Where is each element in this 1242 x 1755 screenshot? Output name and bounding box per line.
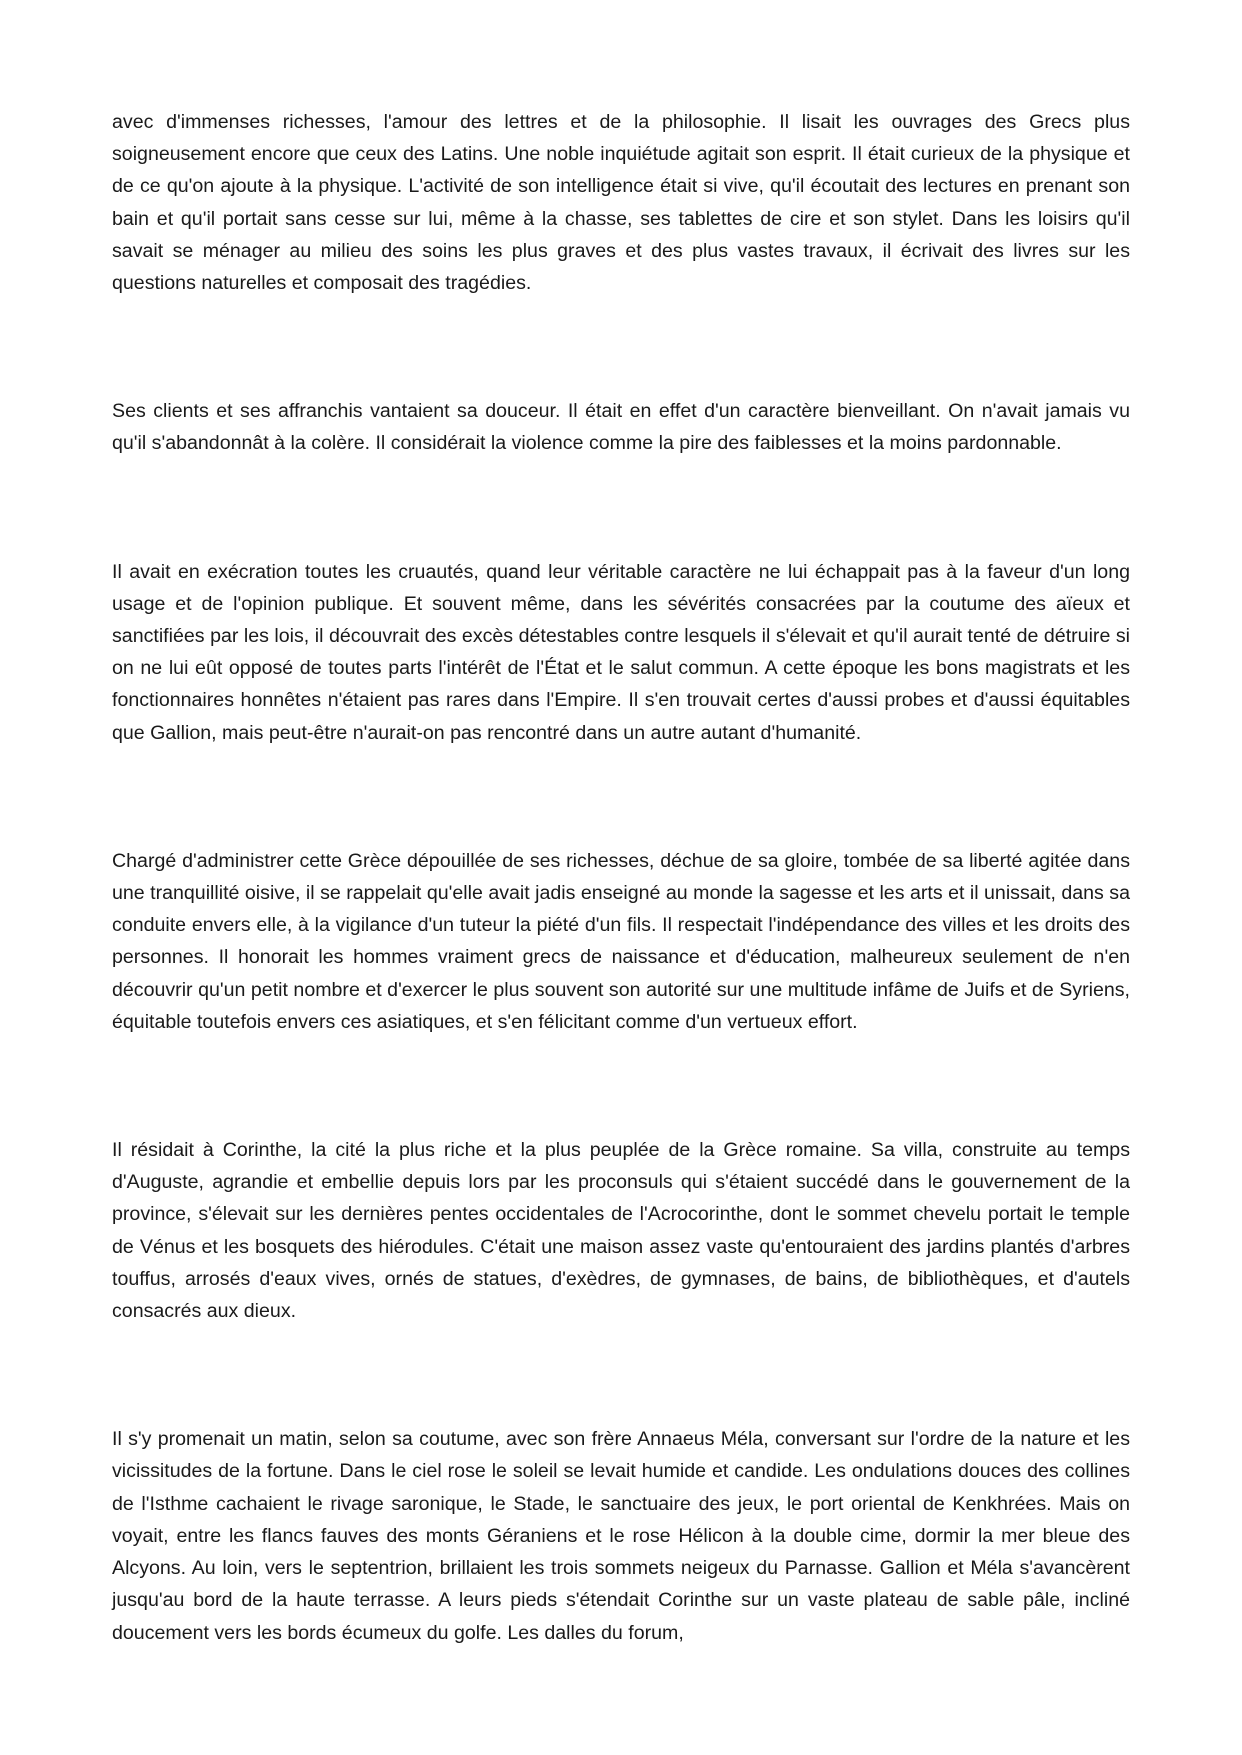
paragraph-3: Il avait en exécration toutes les cruautés, quand leur véritable caractère ne lui échappait pas à la faveur d'un long usage et de l'opinion publique. Et souvent même, dans les sévérités consacrées par la coutume des aïeux et sanctifiées par les lois, il découvrait des excès détestables contre lesquels il s'élevait et qu'il aurait tenté de détruire si on ne lui eût opposé de toutes parts l'intérêt de l'État et le salut commun. A cette époque les bons magistrats et les fonctionnaires honnêtes n'étaient pas rares dans l'Empire. Il s'en trouvait certes d'aussi probes et d'aussi équitables que Gallion, mais peut-être n'aurait-on pas rencontré dans un autre autant d'humanité. [112, 560, 1130, 744]
paragraph-4: Chargé d'administrer cette Grèce dépouillée de ses richesses, déchue de sa gloire, tombée de sa liberté agitée dans une tranquillité oisive, il se rappelait qu'elle avait jadis enseigné au monde la sagesse et les arts et il unissait, dans sa conduite envers elle, à la vigilance d'un tuteur la piété d'un fils. Il respectait l'indépendance des villes et les droits des personnes. Il honorait les hommes vraiment grecs de naissance et d'éducation, malheureux seulement de n'en découvrir qu'un petit nombre et d'exercer le plus souvent son autorité sur une multitude infâme de Juifs et de Syriens, équitable toutefois envers ces asiatiques, et s'en félicitant comme d'un vertueux effort. [112, 849, 1130, 1033]
paragraph-2: Ses clients et ses affranchis vantaient sa douceur. Il était en effet d'un caractère bienveillant. On n'avait jamais vu qu'il s'abandonnât à la colère. Il considérait la violence comme la pire des faiblesses et la moins pardonnable. [112, 400, 1130, 455]
paragraph-6: Il s'y promenait un matin, selon sa coutume, avec son frère Annaeus Méla, conversant sur l'ordre de la nature et les vicissitudes de la fortune. Dans le ciel rose le soleil se levait humide et candide. Les ondulations douces des collines de l'Isthme cachaient le rivage saronique, le Stade, le sanctuaire des jeux, le port oriental de Kenkhrées. Mais on voyait, entre les flancs fauves des monts Géraniens et le rose Hélicon à la double cime, dormir la mer bleue des Alcyons. Au loin, vers le septentrion, brillaient les trois sommets neigeux du Parnasse. Gallion et Méla s'avancèrent jusqu'au bord de la haute terrasse. A leurs pieds s'étendait Corinthe sur un vaste plateau de sable pâle, incliné doucement vers les bords écumeux du golfe. Les dalles du forum, [112, 1428, 1130, 1644]
document-page [112, 106, 1130, 1649]
paragraph-5: Il résidait à Corinthe, la cité la plus riche et la plus peuplée de la Grèce romaine. Sa villa, construite au temps d'Auguste, agrandie et embellie depuis lors par les proconsuls qui s'étaient succédé dans le gouvernement de la province, s'élevait sur les dernières pentes occidentales de l'Acrocorinthe, dont le sommet chevelu portait le temple de Vénus et les bosquets des hiérodules. C'était une maison assez vaste qu'entouraient des jardins plantés d'arbres touffus, arrosés d'eaux vives, ornés de statues, d'exèdres, de gymnases, de bains, de bibliothèques, et d'autels consacrés aux dieux. [112, 1139, 1130, 1323]
paragraph-1: avec d'immenses richesses, l'amour des lettres et de la philosophie. Il lisait les ouvrages des Grecs plus soigneusement encore que ceux des Latins. Une noble inquiétude agitait son esprit. Il était curieux de la physique et de ce qu'on ajoute à la physique. L'activité de son intelligence était si vive, qu'il écoutait des lectures en prenant son bain et qu'il portait sans cesse sur lui, même à la chasse, ses tablettes de cire et son stylet. Dans les loisirs qu'il savait se ménager au milieu des soins les plus graves et des plus vastes travaux, il écrivait des livres sur les questions naturelles et composait des tragédies. [112, 111, 1130, 295]
